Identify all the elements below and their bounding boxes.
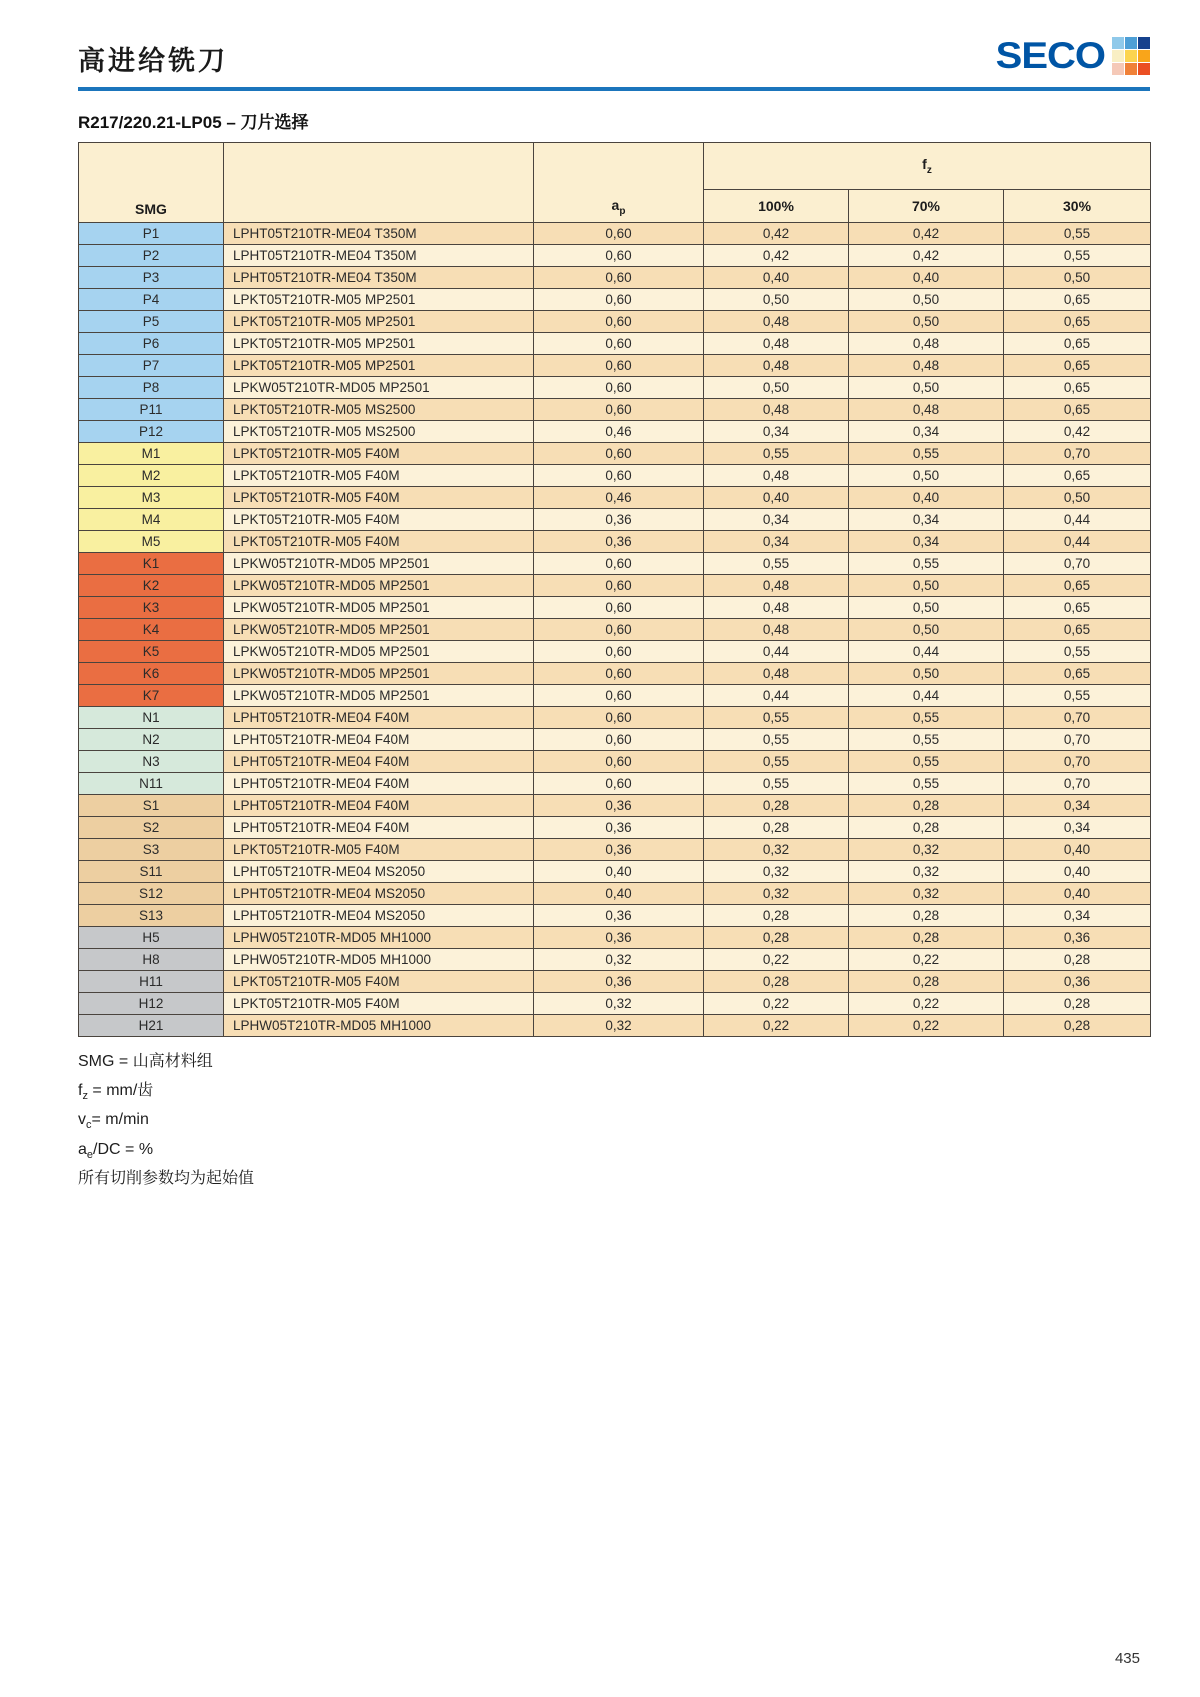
fz70-cell: 0,34 — [849, 531, 1004, 553]
ap-cell: 0,36 — [534, 839, 704, 861]
fz70-cell: 0,42 — [849, 245, 1004, 267]
fz70-cell: 0,48 — [849, 399, 1004, 421]
fz70-cell: 0,44 — [849, 641, 1004, 663]
ap-cell: 0,60 — [534, 553, 704, 575]
fz30-cell: 0,36 — [1004, 971, 1151, 993]
fz100-cell: 0,32 — [704, 839, 849, 861]
insert-cell: LPKT05T210TR-M05 F40M — [224, 509, 534, 531]
smg-cell: P3 — [79, 267, 224, 289]
fz30-cell: 0,65 — [1004, 289, 1151, 311]
table-row — [79, 223, 1151, 245]
insert-cell: LPKW05T210TR-MD05 MP2501 — [224, 597, 534, 619]
fz70-cell: 0,28 — [849, 971, 1004, 993]
column-header-insert — [224, 143, 534, 223]
fz100-cell: 0,22 — [704, 993, 849, 1015]
table-row — [79, 619, 1151, 641]
smg-cell: K7 — [79, 685, 224, 707]
fz100-cell: 0,55 — [704, 751, 849, 773]
fz100-cell: 0,48 — [704, 399, 849, 421]
fz30-cell: 0,44 — [1004, 509, 1151, 531]
smg-cell: S12 — [79, 883, 224, 905]
ap-cell: 0,60 — [534, 377, 704, 399]
fz30-cell: 0,55 — [1004, 641, 1151, 663]
fz30-cell: 0,55 — [1004, 223, 1151, 245]
insert-cell: LPHT05T210TR-ME04 T350M — [224, 223, 534, 245]
table-row — [79, 861, 1151, 883]
table-row — [79, 487, 1151, 509]
table-row — [79, 839, 1151, 861]
fz100-cell: 0,28 — [704, 905, 849, 927]
ap-cell: 0,36 — [534, 971, 704, 993]
fz100-cell: 0,22 — [704, 1015, 849, 1037]
insert-cell: LPKW05T210TR-MD05 MP2501 — [224, 377, 534, 399]
fz30-cell: 0,65 — [1004, 355, 1151, 377]
ap-cell: 0,32 — [534, 949, 704, 971]
insert-cell: LPHT05T210TR-ME04 MS2050 — [224, 861, 534, 883]
table-row — [79, 465, 1151, 487]
fz70-cell: 0,32 — [849, 839, 1004, 861]
fz100-cell: 0,48 — [704, 575, 849, 597]
fz100-cell: 0,50 — [704, 377, 849, 399]
ap-cell: 0,36 — [534, 531, 704, 553]
ap-cell: 0,60 — [534, 399, 704, 421]
fz30-cell: 0,50 — [1004, 267, 1151, 289]
logo-grid-square — [1112, 63, 1124, 75]
fz30-cell: 0,55 — [1004, 245, 1151, 267]
table-title: R217/220.21-LP05 – 刀片选择 — [78, 113, 309, 132]
fz100-cell: 0,44 — [704, 685, 849, 707]
table-row — [79, 927, 1151, 949]
notes — [78, 1050, 1150, 1196]
smg-cell: N11 — [79, 773, 224, 795]
fz30-cell: 0,28 — [1004, 1015, 1151, 1037]
insert-cell: LPHW05T210TR-MD05 MH1000 — [224, 927, 534, 949]
insert-cell: LPHT05T210TR-ME04 F40M — [224, 751, 534, 773]
fz30-cell: 0,65 — [1004, 311, 1151, 333]
note-line: SMG = 山高材料组 — [78, 1053, 213, 1070]
table-row — [79, 333, 1151, 355]
fz70-cell: 0,40 — [849, 267, 1004, 289]
fz100-cell: 0,28 — [704, 971, 849, 993]
table-row — [79, 245, 1151, 267]
ap-cell: 0,60 — [534, 685, 704, 707]
fz100-cell: 0,55 — [704, 773, 849, 795]
table-row — [79, 267, 1151, 289]
fz100-cell: 0,28 — [704, 795, 849, 817]
insert-cell: LPKT05T210TR-M05 MP2501 — [224, 333, 534, 355]
table-row — [79, 663, 1151, 685]
fz100-cell: 0,42 — [704, 223, 849, 245]
ap-cell: 0,60 — [534, 597, 704, 619]
ap-cell: 0,60 — [534, 751, 704, 773]
fz70-cell: 0,22 — [849, 993, 1004, 1015]
fz30-cell: 0,70 — [1004, 773, 1151, 795]
fz30-cell: 0,70 — [1004, 443, 1151, 465]
smg-cell: P2 — [79, 245, 224, 267]
ap-cell: 0,36 — [534, 817, 704, 839]
ap-cell: 0,60 — [534, 729, 704, 751]
insert-cell: LPHT05T210TR-ME04 F40M — [224, 773, 534, 795]
table-row — [79, 883, 1151, 905]
insert-cell: LPHT05T210TR-ME04 F40M — [224, 707, 534, 729]
fz100-cell: 0,48 — [704, 465, 849, 487]
header-divider — [78, 87, 1150, 91]
fz100-cell: 0,40 — [704, 267, 849, 289]
smg-cell: N3 — [79, 751, 224, 773]
fz30-cell: 0,65 — [1004, 663, 1151, 685]
ap-cell: 0,46 — [534, 421, 704, 443]
fz30-cell: 0,65 — [1004, 575, 1151, 597]
ap-cell: 0,60 — [534, 289, 704, 311]
insert-cell: LPKT05T210TR-M05 MS2500 — [224, 421, 534, 443]
fz100-cell: 0,34 — [704, 531, 849, 553]
insert-cell: LPKT05T210TR-M05 F40M — [224, 839, 534, 861]
insert-selection-table — [78, 142, 1151, 1037]
table-row — [79, 553, 1151, 575]
fz30-cell: 0,28 — [1004, 949, 1151, 971]
fz30-cell: 0,70 — [1004, 751, 1151, 773]
smg-cell: K3 — [79, 597, 224, 619]
smg-cell: P5 — [79, 311, 224, 333]
fz70-cell: 0,55 — [849, 751, 1004, 773]
fz70-cell: 0,50 — [849, 465, 1004, 487]
smg-cell: H11 — [79, 971, 224, 993]
insert-cell: LPKW05T210TR-MD05 MP2501 — [224, 641, 534, 663]
fz70-cell: 0,50 — [849, 663, 1004, 685]
table-row — [79, 751, 1151, 773]
smg-cell: H12 — [79, 993, 224, 1015]
column-header-fz — [704, 143, 1151, 190]
table-row — [79, 707, 1151, 729]
fz100-cell: 0,32 — [704, 861, 849, 883]
fz30-cell: 0,50 — [1004, 487, 1151, 509]
fz70-cell: 0,50 — [849, 289, 1004, 311]
fz100-cell: 0,28 — [704, 817, 849, 839]
smg-cell: K4 — [79, 619, 224, 641]
page-title: 高进给铣刀 — [78, 46, 228, 77]
fz100-cell: 0,50 — [704, 289, 849, 311]
smg-cell: P1 — [79, 223, 224, 245]
fz30-cell: 0,40 — [1004, 883, 1151, 905]
insert-cell: LPKW05T210TR-MD05 MP2501 — [224, 619, 534, 641]
column-header-fz-30: 30% — [1004, 190, 1151, 223]
fz70-cell: 0,50 — [849, 619, 1004, 641]
seco-logo — [996, 36, 1150, 78]
column-header-ap — [534, 143, 704, 223]
logo-grid-square — [1125, 63, 1137, 75]
ap-cell: 0,36 — [534, 927, 704, 949]
logo-grid-square — [1138, 37, 1150, 49]
insert-cell: LPKT05T210TR-M05 F40M — [224, 443, 534, 465]
fz30-cell: 0,44 — [1004, 531, 1151, 553]
fz30-cell: 0,65 — [1004, 333, 1151, 355]
smg-cell: S11 — [79, 861, 224, 883]
fz30-cell: 0,65 — [1004, 465, 1151, 487]
smg-cell: K1 — [79, 553, 224, 575]
fz30-cell: 0,70 — [1004, 729, 1151, 751]
table-row — [79, 773, 1151, 795]
insert-cell: LPKT05T210TR-M05 F40M — [224, 993, 534, 1015]
fz100-cell: 0,55 — [704, 729, 849, 751]
fz70-cell: 0,55 — [849, 707, 1004, 729]
ap-cell: 0,60 — [534, 619, 704, 641]
insert-cell: LPHT05T210TR-ME04 F40M — [224, 729, 534, 751]
logo-grid-square — [1125, 37, 1137, 49]
fz70-cell: 0,42 — [849, 223, 1004, 245]
table-row — [79, 971, 1151, 993]
fz-label: f — [922, 156, 927, 173]
insert-cell: LPKT05T210TR-M05 F40M — [224, 531, 534, 553]
table-row — [79, 795, 1151, 817]
fz100-cell: 0,55 — [704, 707, 849, 729]
seco-logo-grid-icon — [1112, 37, 1150, 75]
smg-cell: K2 — [79, 575, 224, 597]
fz30-cell: 0,36 — [1004, 927, 1151, 949]
ap-subscript: p — [619, 206, 626, 217]
table-row — [79, 377, 1151, 399]
fz100-cell: 0,48 — [704, 333, 849, 355]
fz70-cell: 0,44 — [849, 685, 1004, 707]
table-row — [79, 399, 1151, 421]
smg-cell: S13 — [79, 905, 224, 927]
fz30-cell: 0,55 — [1004, 685, 1151, 707]
table-row — [79, 685, 1151, 707]
fz30-cell: 0,65 — [1004, 377, 1151, 399]
table-row — [79, 905, 1151, 927]
ap-label: a — [611, 197, 620, 214]
table-row — [79, 421, 1151, 443]
ap-cell: 0,40 — [534, 861, 704, 883]
smg-cell: P12 — [79, 421, 224, 443]
ap-cell: 0,60 — [534, 443, 704, 465]
table-row — [79, 575, 1151, 597]
fz30-cell: 0,34 — [1004, 817, 1151, 839]
fz100-cell: 0,55 — [704, 553, 849, 575]
page-number: 435 — [1114, 1650, 1140, 1667]
ap-cell: 0,46 — [534, 487, 704, 509]
ap-cell: 0,60 — [534, 707, 704, 729]
smg-cell: M3 — [79, 487, 224, 509]
fz70-cell: 0,55 — [849, 729, 1004, 751]
ap-cell: 0,36 — [534, 795, 704, 817]
ap-cell: 0,40 — [534, 883, 704, 905]
insert-cell: LPKT05T210TR-M05 F40M — [224, 971, 534, 993]
column-header-fz-100: 100% — [704, 190, 849, 223]
ap-cell: 0,60 — [534, 267, 704, 289]
column-header-smg: SMG — [79, 143, 224, 223]
ap-cell: 0,60 — [534, 355, 704, 377]
fz30-cell: 0,34 — [1004, 795, 1151, 817]
fz70-cell: 0,48 — [849, 333, 1004, 355]
fz70-cell: 0,40 — [849, 487, 1004, 509]
fz70-cell: 0,55 — [849, 443, 1004, 465]
fz70-cell: 0,50 — [849, 377, 1004, 399]
fz70-cell: 0,55 — [849, 553, 1004, 575]
insert-cell: LPHT05T210TR-ME04 T350M — [224, 245, 534, 267]
fz100-cell: 0,48 — [704, 355, 849, 377]
smg-cell: M4 — [79, 509, 224, 531]
fz30-cell: 0,70 — [1004, 553, 1151, 575]
fz30-cell: 0,65 — [1004, 619, 1151, 641]
ap-cell: 0,32 — [534, 993, 704, 1015]
ap-cell: 0,60 — [534, 773, 704, 795]
smg-cell: P11 — [79, 399, 224, 421]
fz100-cell: 0,48 — [704, 597, 849, 619]
ap-cell: 0,32 — [534, 1015, 704, 1037]
fz70-cell: 0,28 — [849, 905, 1004, 927]
insert-cell: LPKW05T210TR-MD05 MP2501 — [224, 663, 534, 685]
ap-cell: 0,60 — [534, 465, 704, 487]
insert-cell: LPKW05T210TR-MD05 MP2501 — [224, 553, 534, 575]
insert-cell: LPHT05T210TR-ME04 F40M — [224, 795, 534, 817]
smg-cell: H21 — [79, 1015, 224, 1037]
table-row — [79, 597, 1151, 619]
fz70-cell: 0,50 — [849, 575, 1004, 597]
smg-cell: S1 — [79, 795, 224, 817]
smg-cell: S3 — [79, 839, 224, 861]
logo-grid-square — [1125, 50, 1137, 62]
fz70-cell: 0,22 — [849, 1015, 1004, 1037]
note-line: 所有切削参数均为起始值 — [78, 1169, 255, 1187]
smg-cell: N1 — [79, 707, 224, 729]
insert-cell: LPKT05T210TR-M05 F40M — [224, 465, 534, 487]
fz70-cell: 0,32 — [849, 861, 1004, 883]
note-line: $a_e/DC$ = % — [78, 1140, 154, 1161]
table-row — [79, 355, 1151, 377]
fz100-cell: 0,48 — [704, 663, 849, 685]
fz70-cell: 0,28 — [849, 795, 1004, 817]
fz70-cell: 0,50 — [849, 597, 1004, 619]
fz30-cell: 0,34 — [1004, 905, 1151, 927]
fz100-cell: 0,40 — [704, 487, 849, 509]
note-line: $f_z = mm/$齿 — [78, 1082, 154, 1103]
ap-cell: 0,36 — [534, 905, 704, 927]
fz100-cell: 0,22 — [704, 949, 849, 971]
fz100-cell: 0,44 — [704, 641, 849, 663]
smg-cell: M1 — [79, 443, 224, 465]
insert-cell: LPKT05T210TR-M05 MP2501 — [224, 311, 534, 333]
logo-grid-square — [1138, 63, 1150, 75]
insert-cell: LPKT05T210TR-M05 MS2500 — [224, 399, 534, 421]
insert-cell: LPHT05T210TR-ME04 MS2050 — [224, 905, 534, 927]
fz100-cell: 0,42 — [704, 245, 849, 267]
smg-cell: N2 — [79, 729, 224, 751]
smg-cell: P6 — [79, 333, 224, 355]
fz100-cell: 0,34 — [704, 421, 849, 443]
table-row — [79, 531, 1151, 553]
fz70-cell: 0,22 — [849, 949, 1004, 971]
fz100-cell: 0,32 — [704, 883, 849, 905]
smg-cell: M5 — [79, 531, 224, 553]
table-row — [79, 641, 1151, 663]
logo-grid-square — [1112, 50, 1124, 62]
fz30-cell: 0,28 — [1004, 993, 1151, 1015]
table-row — [79, 311, 1151, 333]
insert-cell: LPHW05T210TR-MD05 MH1000 — [224, 949, 534, 971]
insert-cell: LPHT05T210TR-ME04 F40M — [224, 817, 534, 839]
ap-cell: 0,60 — [534, 311, 704, 333]
fz70-cell: 0,34 — [849, 509, 1004, 531]
fz30-cell: 0,65 — [1004, 399, 1151, 421]
fz30-cell: 0,42 — [1004, 421, 1151, 443]
insert-cell: LPHT05T210TR-ME04 T350M — [224, 267, 534, 289]
fz30-cell: 0,65 — [1004, 597, 1151, 619]
ap-cell: 0,60 — [534, 333, 704, 355]
fz70-cell: 0,28 — [849, 927, 1004, 949]
table-row — [79, 509, 1151, 531]
smg-cell: P4 — [79, 289, 224, 311]
fz-subscript: z — [926, 164, 932, 176]
table-header-row-top — [79, 143, 1151, 190]
smg-cell: S2 — [79, 817, 224, 839]
column-header-fz-70: 70% — [849, 190, 1004, 223]
seco-logo-text: SECO — [995, 35, 1105, 77]
fz30-cell: 0,70 — [1004, 707, 1151, 729]
table-row — [79, 817, 1151, 839]
insert-cell: LPHT05T210TR-ME04 MS2050 — [224, 883, 534, 905]
table-row — [79, 443, 1151, 465]
fz30-cell: 0,40 — [1004, 839, 1151, 861]
insert-cell: LPKT05T210TR-M05 F40M — [224, 487, 534, 509]
fz100-cell: 0,48 — [704, 619, 849, 641]
fz70-cell: 0,34 — [849, 421, 1004, 443]
smg-cell: P8 — [79, 377, 224, 399]
logo-grid-square — [1138, 50, 1150, 62]
page-header — [78, 26, 1150, 78]
smg-cell: K6 — [79, 663, 224, 685]
fz70-cell: 0,50 — [849, 311, 1004, 333]
ap-cell: 0,60 — [534, 223, 704, 245]
table-row — [79, 1015, 1151, 1037]
table-row — [79, 289, 1151, 311]
note-line: $v_c= m/\min$ — [78, 1111, 149, 1132]
logo-grid-square — [1112, 37, 1124, 49]
insert-cell: LPKT05T210TR-M05 MP2501 — [224, 289, 534, 311]
insert-cell: LPHW05T210TR-MD05 MH1000 — [224, 1015, 534, 1037]
fz70-cell: 0,48 — [849, 355, 1004, 377]
smg-cell: H5 — [79, 927, 224, 949]
table-row — [79, 949, 1151, 971]
ap-cell: 0,60 — [534, 245, 704, 267]
ap-cell: 0,60 — [534, 575, 704, 597]
insert-cell: LPKW05T210TR-MD05 MP2501 — [224, 575, 534, 597]
fz100-cell: 0,55 — [704, 443, 849, 465]
fz100-cell: 0,34 — [704, 509, 849, 531]
ap-cell: 0,60 — [534, 663, 704, 685]
smg-cell: H8 — [79, 949, 224, 971]
fz70-cell: 0,32 — [849, 883, 1004, 905]
fz100-cell: 0,48 — [704, 311, 849, 333]
smg-cell: K5 — [79, 641, 224, 663]
fz30-cell: 0,40 — [1004, 861, 1151, 883]
ap-cell: 0,60 — [534, 641, 704, 663]
smg-cell: M2 — [79, 465, 224, 487]
table-row — [79, 729, 1151, 751]
fz100-cell: 0,28 — [704, 927, 849, 949]
smg-cell: P7 — [79, 355, 224, 377]
page-content — [78, 0, 1150, 1196]
fz70-cell: 0,28 — [849, 817, 1004, 839]
insert-cell: LPKT05T210TR-M05 MP2501 — [224, 355, 534, 377]
table-row — [79, 993, 1151, 1015]
insert-cell: LPKW05T210TR-MD05 MP2501 — [224, 685, 534, 707]
fz70-cell: 0,55 — [849, 773, 1004, 795]
ap-cell: 0,36 — [534, 509, 704, 531]
